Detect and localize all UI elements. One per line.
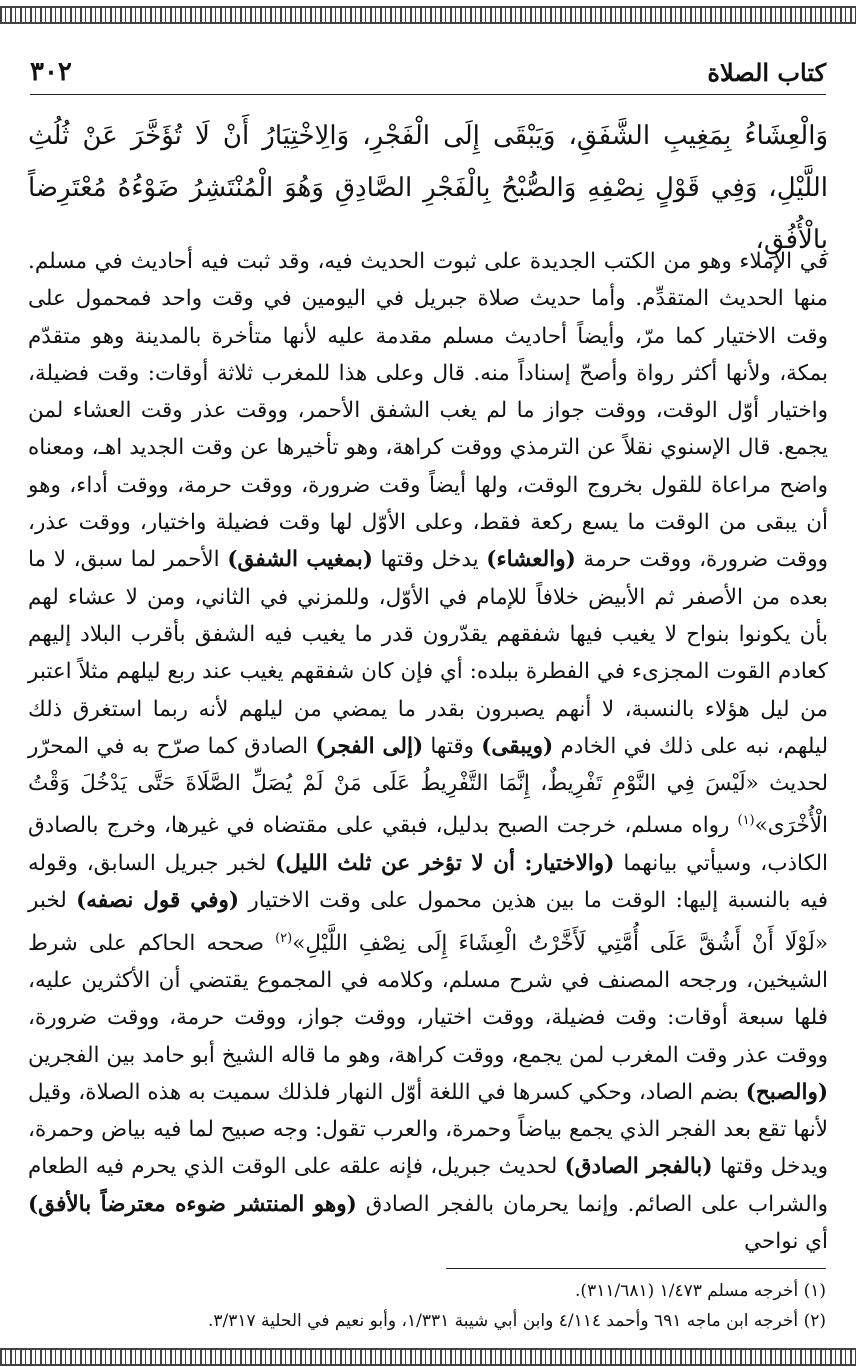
commentary-text: لخبر جبريل السابق، وقوله فيه بالنسبة إليها: الوقت ما بين هذين محمول على وقت الاختيار — [28, 850, 829, 914]
matn-text: وَالْعِشَاءُ بِمَغِيبِ الشَّفَقِ، وَيَبْقَى إِلَى الْفَجْرِ، وَالِاخْتِيَارُ أَنْ لَا تُؤَخَّرَ عَنْ ثُلُثِ اللَّيْلِ، وَفِي قَوْلٍ نِصْفِهِ وَالصُّبْحُ بِالْفَجْرِ الصَّادِقِ وَهُوَ الْمُنْتَشِرُ ضَوْءُهُ مُعْتَرِضاً بِالْأُفُقِ، — [28, 121, 828, 255]
footnote-2 — [28, 1306, 826, 1336]
page-number: ٣٠٢ — [30, 57, 72, 87]
matn-quote: (إلى الفجر) — [315, 733, 424, 759]
commentary-paragraph — [28, 243, 828, 1260]
commentary-text: الأحمر لما سبق، لا ما بعده من الأصفر ثم الأبيض خلافاً للإمام في الأوّل، وللمزني في الثاني، ومن لا عشاء لهم بأن يكونوا بنواح لا يغيب فيها شفقهم يقدّرون قدر ما يغيب فيه الشفق بأقرب البلاد إليهم كعادم القوت المجزىء في الفطرة ببلده: أي فإن كان شفقهم يغيب عند ربع ليلهم مثلاً اعتبر من ليل هؤلاء بالنسبة، لا أنهم يصبرون بقدر ما يمضي من ليلهم لأنه ربما استغرق ذلك ليلهم، نبه على ذلك في الخادم — [28, 547, 829, 759]
matn-quote: (بمغيب الشفق) — [227, 547, 373, 573]
commentary-text: في الإملاء وهو من الكتب الجديدة على ثبوت الحديث فيه، وقد ثبت فيه أحاديث في مسلم. منها الحديث المتقدِّم. وأما حديث صلاة جبريل في اليومين في وقت واحد فمحمول على وقت الاختيار كما مرّ، وأيضاً أحاديث مسلم مقدمة عليه لأنها متأخرة بالمدينة وهو متقدّم بمكة، ولأنها أكثر رواة وأصحّ إسناداً منه. قال وعلى هذا للمغرب ثلاثة أوقات: وقت فضيلة، واختيار أوّل الوقت، ووقت جواز ما لم يغب الشفق الأحمر، ووقت عذر وقت العشاء لمن يجمع. قال الإسنوي نقلاً عن الترمذي ووقت كراهة، وهو تأخيرها عن وقت الجديد اهـ، ومعناه واضح مراعاة للقول بخروج الوقت، ولها أيضاً وقت ضرورة، ووقت حرمة، ووقت أداء، وهو أن يبقى من الوقت ما يسع ركعة فقط، وعلى الأوّل لها وقت فضيلة واختيار، ووقت عذر، ووقت ضرورة، ووقت حرمة — [28, 249, 828, 573]
commentary-text: يدخل وقتها — [380, 547, 479, 573]
matn-quote: (وهو المنتشر ضوءه معترضاً بالأفق) — [28, 1191, 357, 1217]
footnote-number: (١) — [803, 1281, 826, 1301]
footnote-marker: (٢) — [275, 930, 293, 946]
commentary-text: وقتها — [430, 733, 474, 759]
footnote-separator — [446, 1268, 826, 1269]
footnote-marker: (١) — [737, 813, 755, 829]
bottom-decorative-border — [0, 1348, 856, 1366]
matn-quote: (والاختيار: أن لا تؤخر عن ثلث الليل) — [275, 850, 615, 876]
commentary-text: بضم الصاد، وحكي كسرها في اللغة أوّل النهار فلذلك سميت به هذه الصلاة، وقيل لأنها تقع بعد الفجر الذي يجمع بياضاً وحمرة، والعرب تقول: وجه صبيح لما فيه بياض وحمرة، ويدخل وقتها — [28, 1079, 829, 1180]
commentary-text: لخبر «لَوْلَا أَنْ أَشُقَّ عَلَى أُمَّتِي لَأَخَّرْتُ الْعِشَاءَ إِلَى نِصْفِ اللَّيْلِ» — [28, 888, 828, 956]
matn-quote: (والصبح) — [745, 1079, 828, 1105]
footnotes — [28, 1276, 826, 1336]
matn-quote: (والعشاء) — [486, 547, 576, 573]
commentary-text: صححه الحاكم على شرط الشيخين، ورجحه المصنف في شرح مسلم، وكلامه في المجموع يقتضي أن الأكثرين عليه، فلها سبعة أوقات: وقت فضيلة، ووقت اختيار، ووقت جواز، ووقت حرمة، ووقت ضرورة، ووقت عذر وقت المغرب لمن يجمع، ووقت كراهة، وهو ما قاله الشيخ أبو حامد بين الفجرين — [28, 930, 828, 1068]
top-decorative-border — [0, 6, 856, 24]
matn-quote: (وفي قول نصفه) — [76, 888, 240, 914]
page-header — [30, 50, 826, 95]
matn-quote: (بالفجر الصادق) — [564, 1154, 713, 1180]
book-title: كتاب الصلاة — [707, 57, 826, 87]
footnote-number: (٢) — [803, 1311, 826, 1331]
commentary-text: لحديث جبريل، فإنه علقه على الوقت الذي يحرم فيه الطعام والشراب على الصائم. وإنما يحرمان بالفجر الصادق — [28, 1154, 828, 1217]
commentary-text: رواه مسلم، خرجت الصبح بدليل، فبقي على مقتضاه في غيرها، وخرج بالصادق الكاذب، وسيأتي بيانهما — [28, 813, 828, 876]
footnote-text: أخرجه ابن ماجه ٦٩١ وأحمد ٤/١١٤ وابن أبي شيبة ١/٣٣١، وأبو نعيم في الحلية ٣/٣١٧. — [207, 1311, 799, 1331]
footnote-text: أخرجه مسلم ١/٤٧٣ (٣١١/٦٨١). — [575, 1281, 799, 1301]
footnote-1 — [28, 1276, 826, 1306]
commentary-text: أي نواحي — [744, 1229, 828, 1255]
commentary-text: الصادق كما صرّح به في المحرّر لحديث «لَيْسَ فِي النَّوْمِ تَفْرِيطٌ، إِنَّمَا التَّفْرِيطُ عَلَى مَنْ لَمْ يُصَلِّ الصَّلَاةَ حَتَّى يَدْخُلَ وَقْتُ الْأُخْرَى» — [28, 733, 828, 839]
sharh-commentary — [28, 243, 828, 1260]
matn-quote: (ويبقى) — [481, 733, 554, 759]
